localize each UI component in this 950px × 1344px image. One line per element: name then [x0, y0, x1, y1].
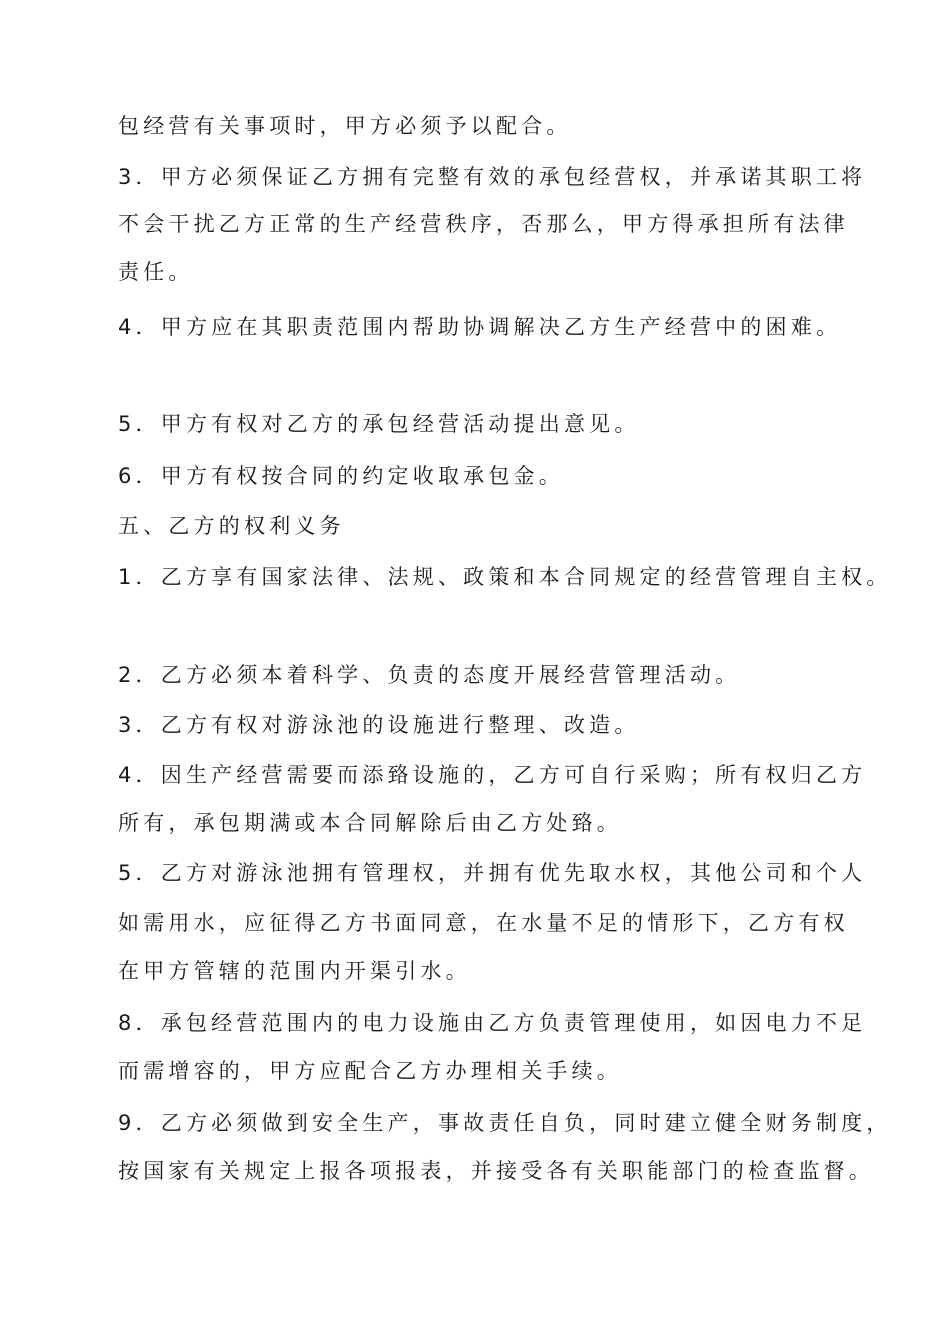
- text-line: 所有，承包期满或本合同解除后由乙方处臵。: [118, 811, 622, 835]
- text-line: 6．甲方有权按合同的约定收取承包金。: [118, 464, 564, 488]
- text-line: 9．乙方必须做到安全生产，事故责任自负，同时建立健全财务制度，: [118, 1111, 892, 1135]
- text-line: 在甲方管辖的范围内开渠引水。: [118, 959, 471, 983]
- text-line: 1．乙方享有国家法律、法规、政策和本合同规定的经营管理自主权。: [118, 565, 892, 589]
- text-line: 包经营有关事项时，甲方必须予以配合。: [118, 114, 572, 138]
- text-line: 5．乙方对游泳池拥有管理权，并拥有优先取水权，其他公司和个人: [118, 861, 867, 885]
- text-line: 不会干扰乙方正常的生产经营秩序，否那么，甲方得承担所有法律: [118, 212, 849, 236]
- text-line: 8．承包经营范围内的电力设施由乙方负责管理使用，如因电力不足: [118, 1011, 867, 1035]
- text-line: 责任。: [118, 260, 194, 284]
- text-line: 3．甲方必须保证乙方拥有完整有效的承包经营权，并承诺其职工将: [118, 165, 867, 189]
- text-line: 如需用水，应征得乙方书面同意，在水量不足的情形下，乙方有权: [118, 911, 849, 935]
- text-line: 按国家有关规定上报各项报表，并接受各有关职能部门的检查监督。: [118, 1159, 874, 1183]
- text-line: 3．乙方有权对游泳池的设施进行整理、改造。: [118, 713, 640, 737]
- text-line: 2．乙方必须本着科学、负责的态度开展经营管理活动。: [118, 663, 741, 687]
- text-line: 4．因生产经营需要而添臵设施的，乙方可自行采购；所有权归乙方: [118, 763, 867, 787]
- text-line: 而需增容的，甲方应配合乙方办理相关手续。: [118, 1059, 622, 1083]
- text-line: 5．甲方有权对乙方的承包经营活动提出意见。: [118, 412, 640, 436]
- section-heading: 五、乙方的权利义务: [118, 514, 345, 538]
- text-line: 4．甲方应在其职责范围内帮助协调解决乙方生产经营中的困难。: [118, 315, 842, 339]
